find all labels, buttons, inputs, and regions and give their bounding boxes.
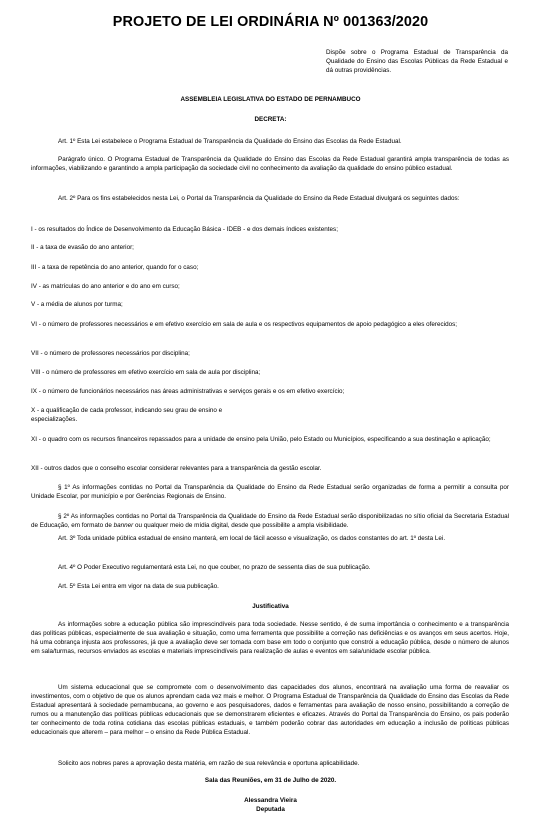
assembleia-heading: ASSEMBLEIA LEGISLATIVA DO ESTADO DE PERNAMBUCO xyxy=(180,96,361,103)
justificativa-heading: Justificativa xyxy=(252,603,289,610)
justificativa-paragraph-1: As informações sobre a educação pública são imprescindíveis para toda sociedade. Nesse sentido, é de suma importância o conhecimento e a transparência das políticas públicas, especialmente de sua avaliação e situação, como uma ferramenta que possibilite a correção nas deficiências e os avanços em seus acertos. Hoje, há uma cobrança injusta aos professores, já que a avaliação deve ser tomada com base em todo o conjunto que constrói a educação pública, desde o número de alunos em sala/turmas, recursos enviados as escolas e materiais imprescindíveis para realização de aulas e eventos em sala/unidade escolar pública. xyxy=(31,621,509,655)
article-3: Art. 3º Toda unidade pública estadual de ensino manterá, em local de fácil acesso e visualização, os dados constantes do art. 1º desta Lei. xyxy=(58,535,446,542)
paragraph-2-text-b: ou qualquer meio de mídia digital, desde que possibilite a ampla visibilidade. xyxy=(133,522,349,529)
inciso-ix: IX - o número de funcionários necessários nas áreas administrativas e serviços gerais e os em efetivo exercício; xyxy=(31,388,345,395)
sala-das-reunioes: Sala das Reuniões, em 31 de Julho de 2020. xyxy=(204,777,337,784)
inciso-iii: III - a taxa de repetência do ano anterior, quando for o caso; xyxy=(31,264,199,271)
page-title: PROJETO DE LEI ORDINÁRIA Nº 001363/2020 xyxy=(112,14,429,30)
inciso-ii: II - a taxa de evasão do ano anterior; xyxy=(31,244,134,251)
inciso-v: V - a média de alunos por turma; xyxy=(31,301,123,308)
solicito-paragraph: Solicito aos nobres pares a aprovação desta matéria, em razão de sua relevância e oportuna aplicabilidade. xyxy=(58,760,360,767)
ementa: Dispõe sobre o Programa Estadual de Transparência da Qualidade do Ensino das Escolas Públicas da Rede Estadual e dá outras providências. xyxy=(326,49,508,74)
paragrafo-unico: Parágrafo único. O Programa Estadual de Transparência da Qualidade do Ensino das Escolas da Rede Estadual garantirá ampla transparência de todas as informações, viabilizando e garantindo a ampla participação da sociedade civil no conhecimento da avaliação da qualidade do ensino público estadual. xyxy=(31,156,509,172)
paragraph-1: § 1º As informações contidas no Portal da Transparência da Qualidade do Ensino da Rede Estadual serão organizadas de forma a permitir a consulta por Unidade Escolar, por município e por Gerências Regionais de Ensino. xyxy=(31,484,509,500)
paragraph-2-banner: banner xyxy=(113,522,134,529)
article-2: Art. 2º Para os fins estabelecidos nesta Lei, o Portal da Transparência da Qualidade do Ensino da Rede Estadual divulgará os seguintes dados: xyxy=(58,195,460,202)
inciso-vii: VII - o número de professores necessários por disciplina; xyxy=(31,350,190,357)
inciso-x-continuation: especializações. xyxy=(31,416,78,423)
article-1: Art. 1º Esta Lei estabelece o Programa Estadual de Transparência da Qualidade do Ensino das Escolas da Rede Estadual. xyxy=(58,138,402,145)
inciso-iv: IV - as matrículas do ano anterior e do ano em curso; xyxy=(31,283,180,290)
article-5: Art. 5º Esta Lei entra em vigor na data de sua publicação. xyxy=(58,583,219,590)
decreta-heading: DECRETA: xyxy=(254,116,287,123)
author-name: Alessandra Vieira xyxy=(244,797,297,804)
article-4: Art. 4º O Poder Executivo regulamentará esta Lei, no que couber, no prazo de sessenta dias de sua publicação. xyxy=(58,564,371,571)
author-role: Deputada xyxy=(256,806,285,813)
inciso-x: X - a qualificação de cada professor, indicando seu grau de ensino e xyxy=(31,407,223,414)
inciso-i: I - os resultados do Índice de Desenvolvimento da Educação Básica - IDEB - e dos demais índices existentes; xyxy=(31,226,338,233)
inciso-xii: XII - outros dados que o conselho escolar considerar relevantes para a transparência da gestão escolar. xyxy=(31,465,322,472)
paragraph-2 xyxy=(31,512,509,530)
inciso-xi: XI - o quadro com os recursos financeiros repassados para a unidade de ensino pela União, pelo Estado ou Municípios, especificando a sua destinação e aplicação; xyxy=(31,436,491,443)
inciso-vi: VI - o número de professores necessários e em efetivo exercício em sala de aula e os respectivos equipamentos de apoio pedagógico a eles oferecidos; xyxy=(31,321,457,328)
inciso-viii: VIII - o número de professores em efetivo exercício em sala de aula por disciplina; xyxy=(31,369,261,376)
paragraph-2-text-a: § 2º As informações contidas no Portal da Transparência da Qualidade do Ensino da Rede Estadual serão disponibilizadas no sítio oficial da Secretaria Estadual de Educação, em formato de xyxy=(31,513,509,529)
justificativa-paragraph-2: Um sistema educacional que se compromete com o desenvolvimento das capacidades dos alunos, encontrará na avaliação uma forma de reavaliar os investimentos, com o objetivo de que os alunos aprendam cada vez mais e melhor. O Programa Estadual de Transparência da Qualidade do Ensino das Escolas da Rede Estadual apresentará à sociedade pernambucana, ao governo e aos pesquisadores, dados e ferramentas para avaliação de nosso ensino, possibilitando a correção de rumos ou a manutenção das políticas públicas educacionais que se demonstrarem eficientes e eficazes. Através do Portal da Transparência do Ensino, os pais poderão ter conhecimento de toda rotina cotidiana das escolas públicas estaduais, e também poderão cobrar das autoridades em educação a inclusão de políticas públicas educacionais que alterem – para melhor – o ensino da Rede Pública Estadual. xyxy=(31,684,509,736)
